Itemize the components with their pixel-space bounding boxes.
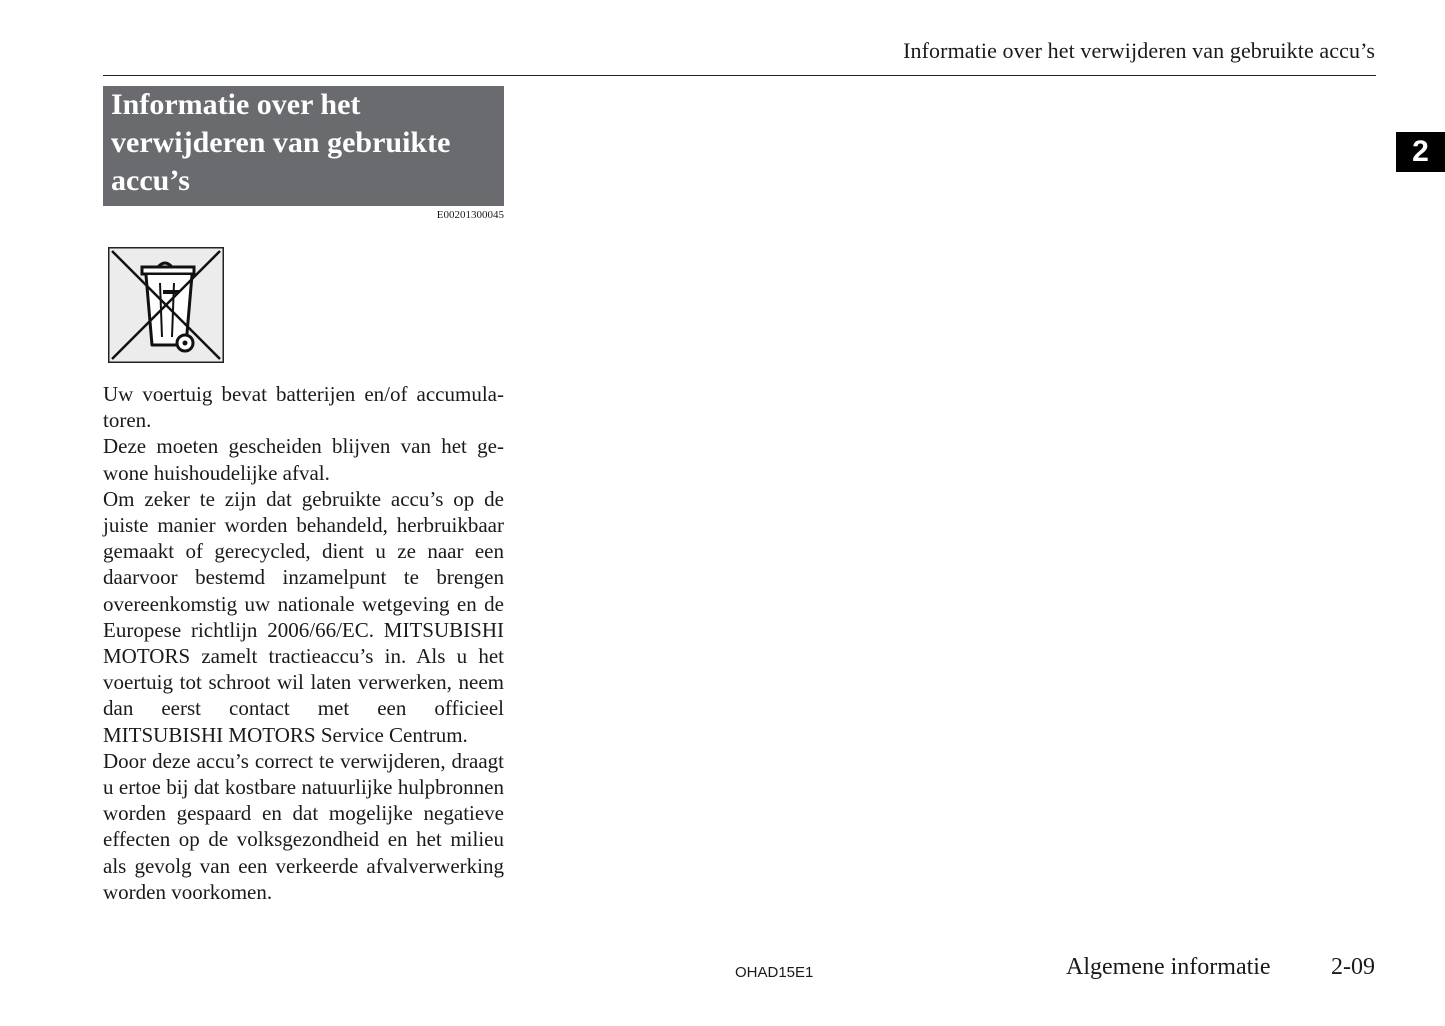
- body-text: [103, 381, 504, 905]
- footer-section-name: Algemene informatie: [1066, 954, 1271, 980]
- paragraph: Om zeker te zijn dat gebruikte accu’s op de juiste manier worden behandeld, herbruikbaar gemaakt of gerecycled, dient u ze naar een daarvoor bestemd inzamelpunt te brengen overeenkomstig uw nationale wetgeving en de Europese richtlijn 2006/66/EC. MITSUBISHI MOTORS zamelt tractieaccu’s in. Als u het voertuig tot schroot wil laten verwerken, neem dan eerst contact met een officieel MITSUBISHI MOTORS Service Centrum.: [103, 486, 504, 747]
- running-header-title: Informatie over het verwijderen van gebruikte accu’s: [903, 38, 1375, 63]
- chapter-tab[interactable]: 2: [1396, 132, 1445, 172]
- section-title-box: [103, 86, 504, 206]
- reference-code: E00201300045: [436, 209, 504, 221]
- paragraph: Uw voertuig bevat batterijen en/of accumulatoren.: [103, 382, 504, 433]
- crossed-out-wheelie-bin-icon: [108, 247, 224, 363]
- document-code: OHAD15E1: [735, 964, 814, 981]
- page-number: 2-09: [1331, 954, 1375, 980]
- paragraph: Deze moeten gescheiden blijven van het gewone huishoudelijke afval.: [103, 434, 504, 485]
- section-title: Informatie over het verwijderen van gebruikte accu’s: [111, 88, 451, 197]
- paragraph: Door deze accu’s correct te verwijderen, draagt u ertoe bij dat kostbare natuurlijke hulpbronnen worden gespaard en dat mogelijke negatieve effecten op de volksgezondheid en het milieu als gevolg van een verkeerde afvalverwerking worden voorkomen.: [103, 748, 504, 904]
- header-divider: [103, 75, 1376, 76]
